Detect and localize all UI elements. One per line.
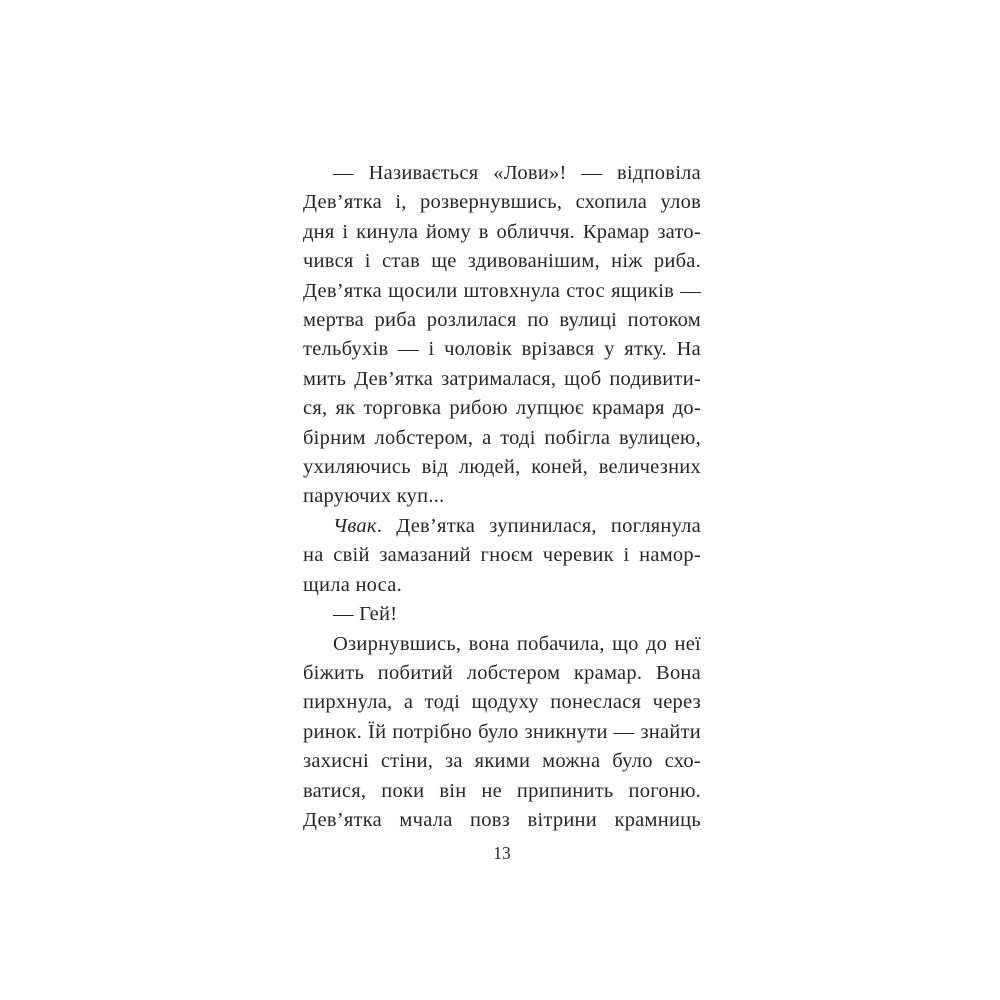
text-line	[303, 600, 701, 629]
text-segment: паруючих куп...	[303, 485, 445, 508]
text-segment: Озирнувшись, вона побачила, що до неї	[333, 632, 701, 655]
text-segment: мертва риба розлилася по вулиці потоком	[303, 309, 701, 332]
text-segment: тельбухів — і чоловік врізався у ятку. На	[303, 338, 701, 361]
text-segment: Дев’ятка мчала повз вітрини крамниць	[303, 808, 701, 831]
text-line	[303, 159, 701, 188]
text-line	[303, 806, 701, 835]
text-segment: на свій замазаний гноєм черевик і намор-	[303, 544, 701, 567]
text-segment: Дев’ятка і, розвернувшись, схопила улов	[303, 191, 701, 214]
text-segment: ухиляючись від людей, коней, величезних	[303, 456, 701, 479]
text-segment: ватися, поки він не припинить погоню.	[303, 779, 701, 802]
text-line	[303, 365, 701, 394]
text-segment: Дев’ятка щосили штовхнула стос ящиків —	[303, 279, 701, 302]
text-segment: захисні стіни, за якими можна було схо-	[303, 750, 701, 773]
text-line	[303, 747, 701, 776]
text-line	[303, 306, 701, 335]
page-text-block	[303, 159, 701, 835]
text-line	[303, 659, 701, 688]
text-line	[303, 188, 701, 217]
text-line	[303, 394, 701, 423]
italic-text-segment: Чвак	[333, 514, 377, 537]
text-segment: ринок. Їй потрібно було зникнути — знайти	[303, 720, 701, 743]
text-line	[303, 218, 701, 247]
text-segment: . Дев’ятка зупинилася, поглянула	[376, 514, 701, 537]
text-segment: бірним лобстером, а тоді побігла вулицею,	[303, 426, 701, 449]
text-segment: — Називається «Лови»! — відповіла	[333, 162, 701, 184]
text-line	[303, 541, 701, 570]
text-line	[303, 424, 701, 453]
text-line	[303, 482, 701, 511]
text-line	[303, 335, 701, 364]
text-line	[303, 777, 701, 806]
text-line	[303, 247, 701, 276]
text-line	[303, 277, 701, 306]
text-line	[303, 688, 701, 717]
text-segment: біжить побитий лобстером крамар. Вона	[303, 661, 701, 684]
text-line	[303, 453, 701, 482]
text-segment: ся, як торговка рибою лупцює крамаря до-	[303, 397, 701, 420]
text-line	[303, 571, 701, 600]
text-segment: чився і став ще здивованішим, ніж риба.	[303, 250, 701, 273]
text-segment: пирхнула, а тоді щодуху понеслася через	[303, 691, 701, 714]
text-segment: дня і кинула йому в обличчя. Крамар зато-	[303, 220, 701, 243]
text-segment: щила носа.	[303, 573, 402, 596]
text-line	[303, 630, 701, 659]
text-line	[303, 718, 701, 747]
text-segment: — Гей!	[333, 603, 398, 626]
text-segment: мить Дев’ятка затрималася, щоб подивити-	[303, 367, 701, 390]
page-number: 13	[493, 843, 511, 863]
text-line	[303, 512, 701, 541]
